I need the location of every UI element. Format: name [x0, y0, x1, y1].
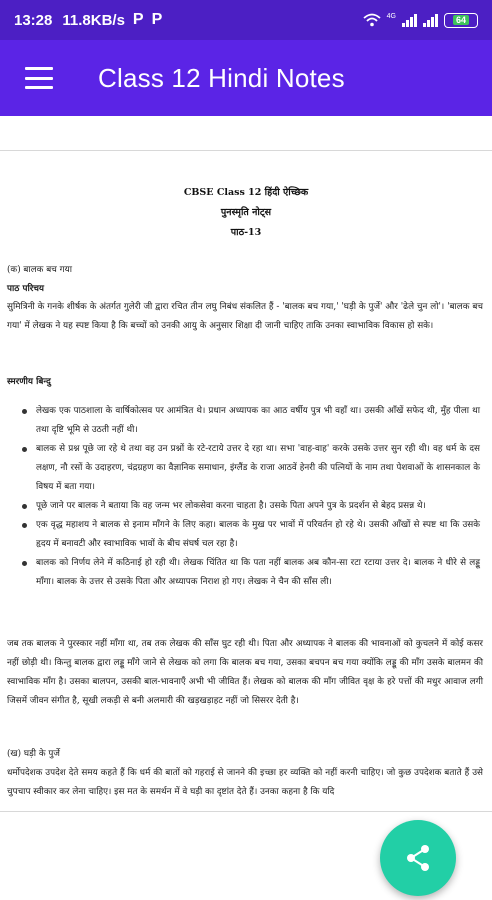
- status-time: 13:28: [14, 11, 53, 29]
- doc-header-line-2: पुनस्मृति नोट्स: [220, 207, 272, 218]
- signal-icon-1: [402, 13, 417, 27]
- battery-icon: [444, 13, 478, 28]
- section-b-title: (ख) घड़ी के पुर्जे: [7, 749, 60, 759]
- points-list: [22, 402, 480, 592]
- share-button[interactable]: [380, 820, 456, 896]
- notification-p-icon-2: P: [151, 11, 163, 28]
- list-item: पूछे जाने पर बालक ने बताया कि वह जन्म भर लोकसेवा करना चाहता है। उसके पिता अपने पुत्र के प्रदर्शन से बेहद प्रसन्न थे।: [22, 497, 480, 516]
- battery-level: 64: [453, 15, 469, 25]
- signal-icon-2: [423, 13, 438, 27]
- app-bar: [0, 40, 492, 116]
- page-top-divider: [0, 150, 492, 151]
- document-viewer[interactable]: [0, 116, 492, 900]
- app-title: Class 12 Hindi Notes: [98, 62, 345, 93]
- list-item: बालक से प्रश्न पूछे जा रहे थे तथा वह उन प्रश्नों के रटे-रटाये उत्तर दे रहा था। सभा 'वाह-वाह' करके उसके उत्तर सुन रही थी। वह धर्म के दस लक्षण, नौ रसों के उदाहरण, चंद्रग्रहण का वैज्ञानिक समाधान, इंग्लैंड के राजा आठवें हेनरी की पत्नियों के नाम तथा पेशवाओं के शासनकाल के विषय में बता गया।: [22, 440, 480, 497]
- network-speed: 11.8KB/s: [62, 11, 125, 29]
- paragraph-2: जब तक बालक ने पुरस्कार नहीं माँगा था, तब तक लेखक की साँस घुट रही थी। पिता और अध्यापक ने बालक की भावनाओं को कुचलने में कोई कसर नहीं छोड़ी थी। किन्तु बालक द्वारा लड्डू माँगे जाने से लेखक को लगा कि बालक बच गया, उसका बचपन बच गया क्योंकि लड्डू की माँग उसके बालमन की स्वाभाविक माँग है। उसका बालपन, उसकी बाल-भावनाएँ अभी भी जीवित हैं। लेखक को बालक की माँग जीवित वृक्ष के हरे पत्तों की मधुर आवाज लगी जिसमें जीवन संगीत है, सूखी लकड़ी से बनी अलमारी की खड़खड़ाहट नहीं जो सिसरर देती है।: [7, 639, 483, 706]
- paragraph-3: धर्मोपदेशक उपदेश देते समय कहते हैं कि धर्म की बातों को गहराई से जानने की इच्छा हर व्यक्ति को नहीं करनी चाहिए। जो कुछ उपदेशक बताते हैं उसे चुपचाप स्वीकार कर लेना चाहिए। इस मत के समर्थन में वे घड़ी का दृष्टांत देते हैं। उनका कहना है कि यदि: [7, 768, 483, 797]
- intro-paragraph: सुमित्रिनी के गनके शीर्षक के अंतर्गत गुलेरी जी द्वारा रचित तीन लघु निबंध संकलित हैं - 'बालक बच गया,' 'घड़ी के पुर्जे' और 'ढेले चुन लो'। 'बालक बच गया' में लेखक ने यह स्पष्ट किया है कि बच्चों को उनकी आयु के अनुसार शिक्षा दी जानी चाहिए ताकि उनका स्वाभाविक विकास हो सके।: [7, 302, 483, 331]
- notification-p-icon-1: P: [132, 11, 144, 28]
- page-bottom-divider: [0, 811, 492, 812]
- status-icons: [363, 13, 478, 28]
- list-item: बालक को निर्णय लेने में कठिनाई हो रही थी। लेखक चिंतित था कि पता नहीं बालक अब कौन-सा रटा रटाया उत्तर दे। बालक ने धीरे से लड्डू माँगा। बालक के उत्तर से उसके पिता और अध्यापक निराश हो गए। लेखक ने चैन की साँस ली।: [22, 554, 480, 592]
- intro-heading: पाठ परिचय: [7, 284, 45, 294]
- section-a-title: (क) बालक बच गया: [7, 265, 72, 275]
- points-heading: स्मरणीय बिन्दु: [7, 377, 51, 387]
- list-item: एक वृद्ध महाशय ने बालक से इनाम माँगने के लिए कहा। बालक के मुख पर भावों में परिवर्तन हो रहे थे। उसकी आँखों से स्पष्ट था कि उसके हृदय में बनावटी और स्वाभाविक भावों के बीच संघर्ष चल रहा है।: [22, 516, 480, 554]
- network-type-icon: 4G: [386, 12, 396, 20]
- share-icon: [405, 844, 431, 872]
- menu-icon[interactable]: [25, 67, 53, 89]
- doc-header-line-1: CBSE Class 12 हिंदी ऐच्छिक: [183, 187, 309, 198]
- doc-header-line-3: पाठ-13: [230, 227, 262, 238]
- list-item: लेखक एक पाठशाला के वार्षिकोत्सव पर आमंत्रित थे। प्रधान अध्यापक का आठ वर्षीय पुत्र भी वहाँ था। उसकी आँखें सफेद थी, मुँह पीला था तथा दृष्टि भूमि से उठती नहीं थी।: [22, 402, 480, 440]
- wifi-icon: [363, 13, 381, 27]
- status-bar: [0, 0, 492, 40]
